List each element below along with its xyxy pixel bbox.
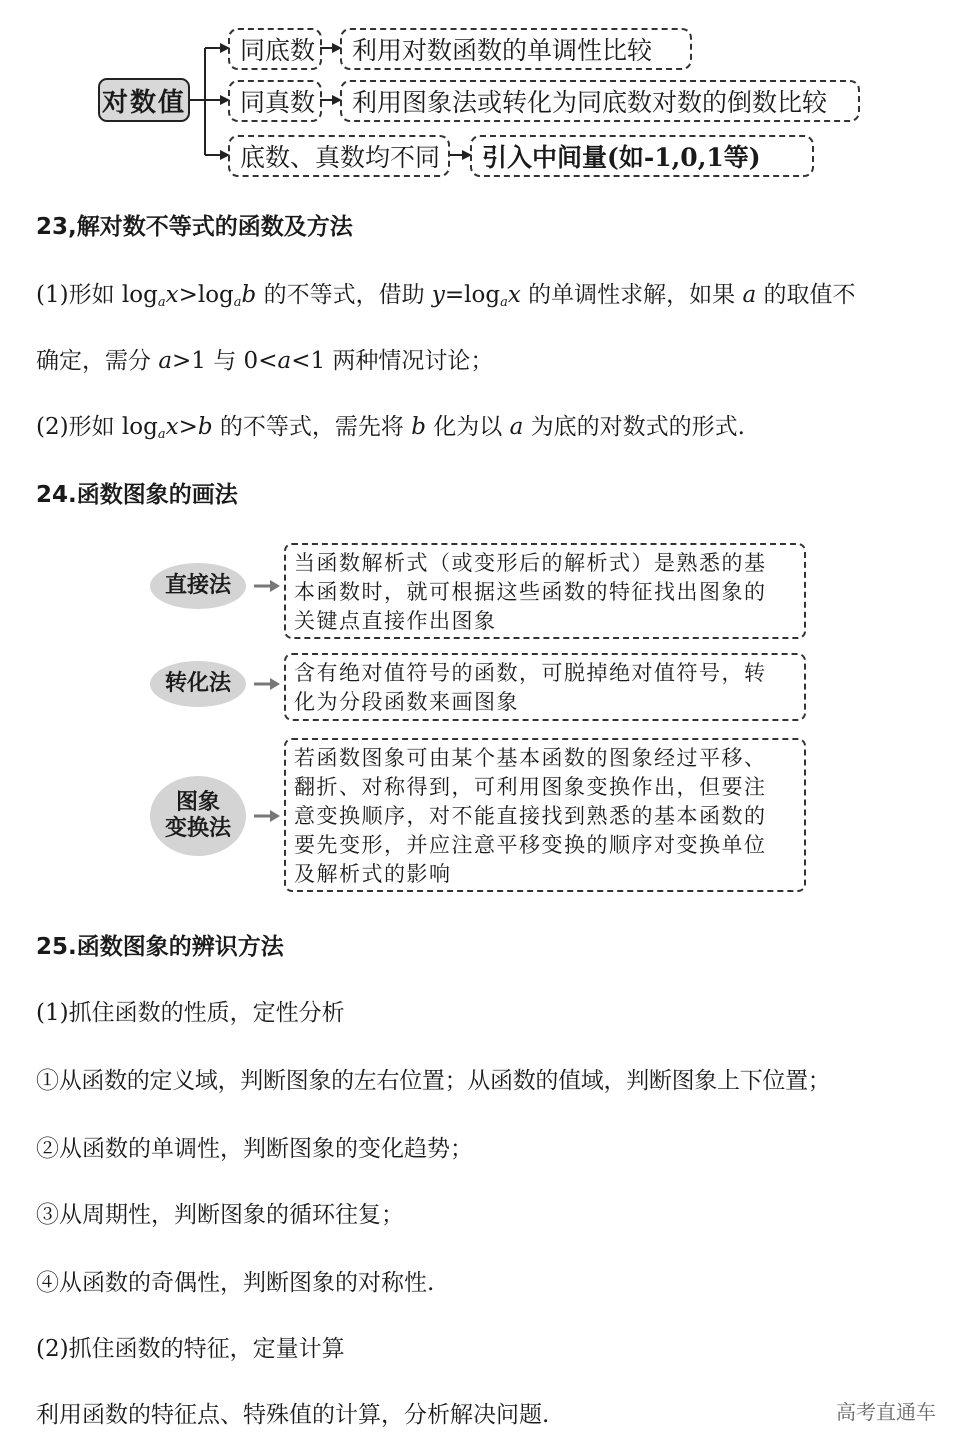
case-box-same-argument <box>228 80 322 122</box>
method-label: 引入中间量(如-1,0,1等) <box>482 143 761 172</box>
case-label: 同真数 <box>240 88 316 117</box>
section-25-line-6: (2)抓住函数的特征，定量计算 <box>36 1336 345 1362</box>
section-24-title: 24.函数图象的画法 <box>36 482 238 508</box>
section-25-line-4: ③从周期性，判断图象的循环往复； <box>36 1202 404 1228</box>
method-label: 利用对数函数的单调性比较 <box>352 36 653 65</box>
method-oval-graph-transform: 图象 变换法 <box>150 776 246 856</box>
section-23-para-1-line-2: 确定，需分 a>1 与 0<a<1 两种情况讨论； <box>36 348 494 374</box>
method-box-different <box>470 135 814 177</box>
method-desc-direct: 当函数解析式（或变形后的解析式）是熟悉的基 本函数时，就可根据这些函数的特征找出图象的 关键点直接作出图象 <box>284 543 806 639</box>
section-25-line-2: ①从函数的定义域，判断图象的左右位置；从函数的值域，判断图象上下位置； <box>36 1068 831 1094</box>
method-box-same-base <box>340 28 692 70</box>
section-25-line-3: ②从函数的单调性，判断图象的变化趋势； <box>36 1136 473 1162</box>
method-desc-graph-transform: 若函数图象可由某个基本函数的图象经过平移、 翻折、对称得到，可利用图象变换作出，但要注 意变换顺序，对不能直接找到熟悉的基本函数的 要先变形，并应注意平移变换的顺序对变换单位 及解析式的影响 <box>284 738 806 892</box>
method-oval-direct: 直接法 <box>150 563 246 609</box>
section-25-line-5: ④从函数的奇偶性，判断图象的对称性. <box>36 1270 435 1296</box>
method-desc-transform: 含有绝对值符号的函数，可脱掉绝对值符号，转 化为分段函数来画图象 <box>284 653 806 721</box>
section-25-line-7: 利用函数的特征点、特殊值的计算，分析解决问题. <box>36 1402 550 1428</box>
method-oval-transform: 转化法 <box>150 661 246 707</box>
case-label: 底数、真数均不同 <box>240 143 441 172</box>
section-25-line-1: (1)抓住函数的性质，定性分析 <box>36 1000 345 1026</box>
case-box-same-base <box>228 28 322 70</box>
diagram-root-label: 对数值 <box>101 87 186 118</box>
method-box-same-argument <box>340 80 860 122</box>
case-box-different <box>228 135 450 177</box>
section-23-para-1-line-1: (1)形如 $\log_ax>\log_ab$ 的不等式，借助 $y=\log_ax$ 的单调性求解，如果 a 的取值不 <box>36 282 856 310</box>
case-label: 同底数 <box>240 36 316 65</box>
section-25-title: 25.函数图象的辨识方法 <box>36 934 284 960</box>
diagram-root-box <box>98 78 190 122</box>
section-23-para-2: (2)形如 $\log_ax>b$ 的不等式，需先将 b 化为以 a 为底的对数式的形式. <box>36 414 745 442</box>
section-23-title: 23,解对数不等式的函数及方法 <box>36 214 353 240</box>
method-label: 利用图象法或转化为同底数对数的倒数比较 <box>352 88 828 117</box>
watermark: 高考直通车 <box>836 1400 936 1424</box>
